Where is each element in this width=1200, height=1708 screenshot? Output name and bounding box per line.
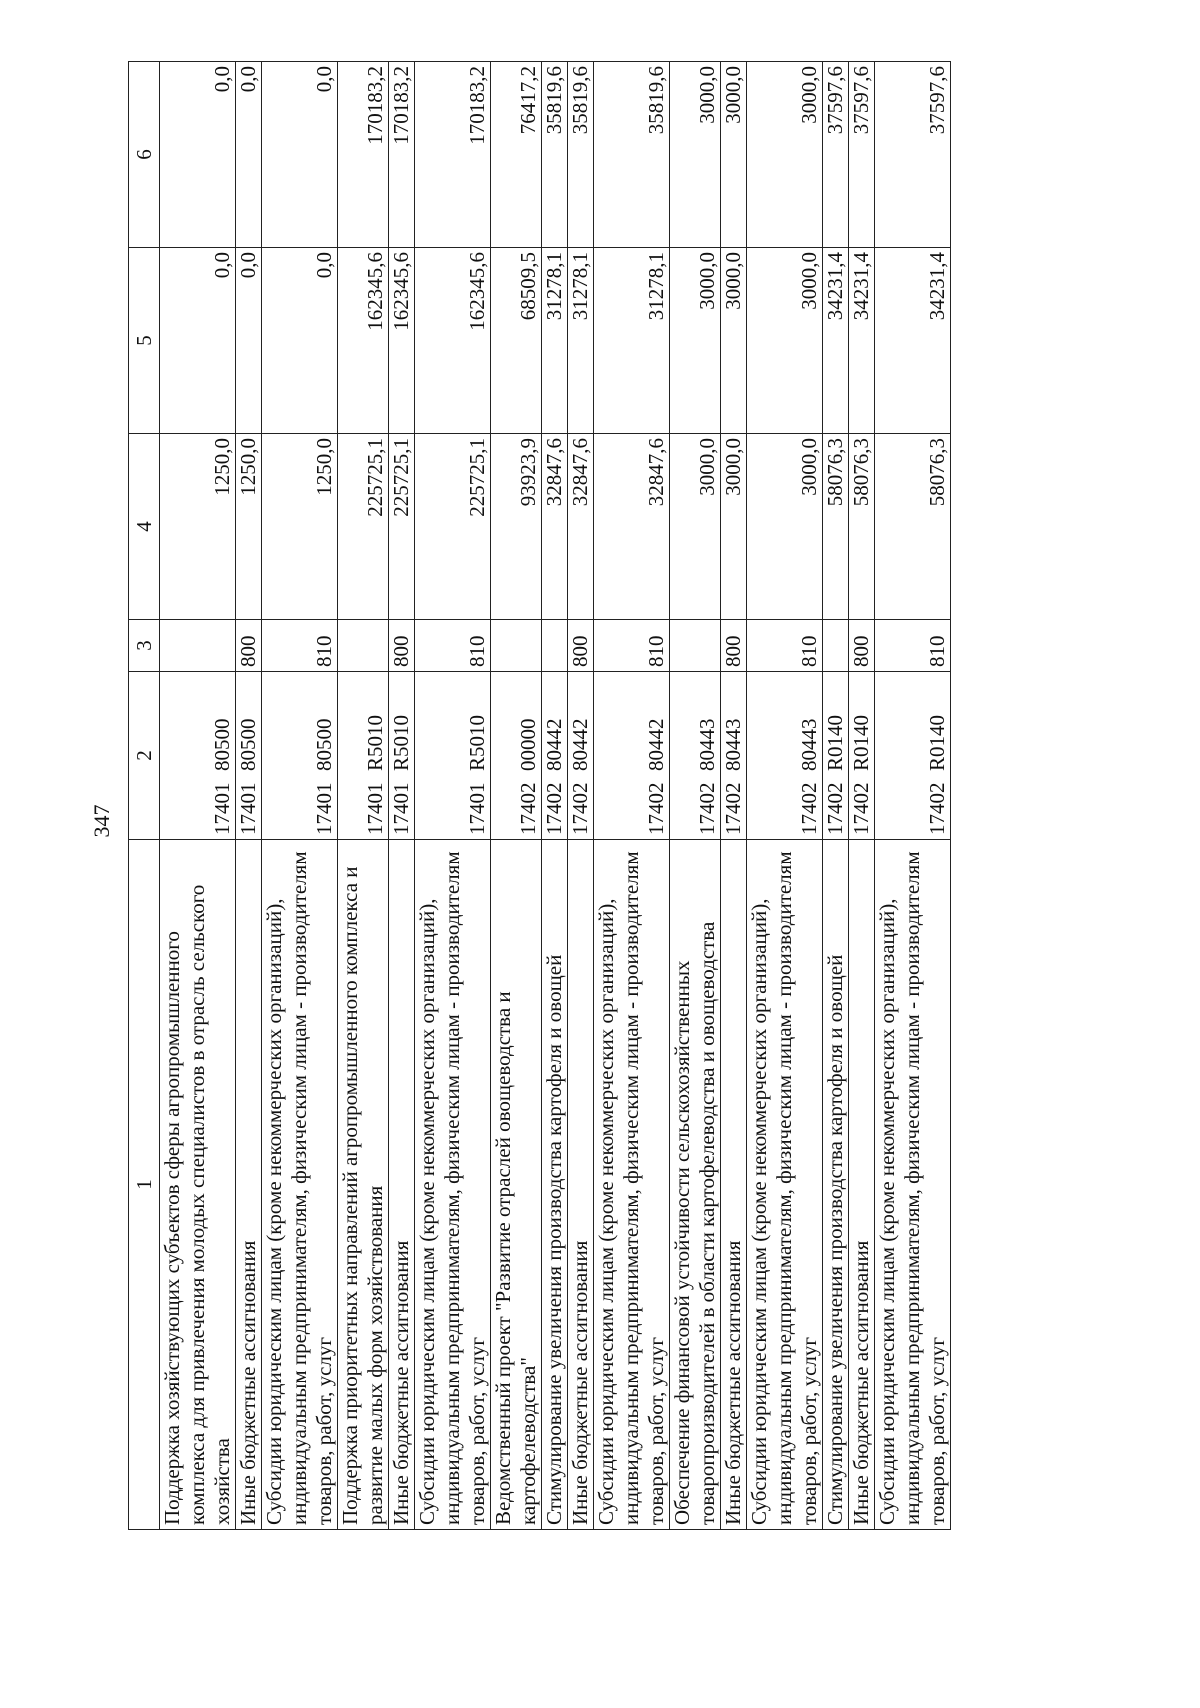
value-col-5: 3000,0 <box>721 248 747 434</box>
program-code: 17401 <box>389 782 413 835</box>
header-cell: 3 <box>129 620 160 672</box>
value-col-5: 68509,5 <box>491 248 542 434</box>
value-col-4: 32847,6 <box>542 434 568 620</box>
direction-code: 00000 <box>516 718 540 771</box>
direction-code: 80443 <box>797 718 821 771</box>
program-code: 17402 <box>721 782 745 835</box>
value-col-6: 170183,2 <box>338 62 389 248</box>
value-col-6: 35819,6 <box>568 62 594 248</box>
row-name: Стимулирование увеличения производства картофеля и овощей <box>542 840 568 1530</box>
value-col-5: 34231,4 <box>849 248 875 434</box>
header-cell: 5 <box>129 248 160 434</box>
program-code: 17402 <box>849 782 873 835</box>
direction-code: 80500 <box>236 718 260 771</box>
program-code: 17402 <box>797 782 821 835</box>
row-code <box>670 672 721 840</box>
row-code <box>721 672 747 840</box>
value-col-4: 3000,0 <box>747 434 823 620</box>
row-code <box>568 672 594 840</box>
header-cell: 2 <box>129 672 160 840</box>
row-name: Субсидии юридическим лицам (кроме некоммерческих организаций), индивидуальным предпринимателям, физическим лицам - производителям товаров, работ, услуг <box>415 840 491 1530</box>
direction-code: 80442 <box>568 718 592 771</box>
table-row <box>849 62 875 1530</box>
program-code: 17402 <box>925 782 949 835</box>
expense-type <box>491 620 542 672</box>
row-code <box>747 672 823 840</box>
page-number: 347 <box>89 804 114 838</box>
value-col-5: 3000,0 <box>670 248 721 434</box>
row-name: Иные бюджетные ассигнования <box>236 840 262 1530</box>
budget-table <box>128 61 951 1530</box>
program-code: 17402 <box>516 782 540 835</box>
expense-type: 810 <box>875 620 951 672</box>
row-code <box>491 672 542 840</box>
value-col-6: 0,0 <box>236 62 262 248</box>
value-col-4: 93923,9 <box>491 434 542 620</box>
value-col-4: 32847,6 <box>594 434 670 620</box>
value-col-4: 32847,6 <box>568 434 594 620</box>
row-name: Поддержка приоритетных направлений агропромышленного комплекса и развитие малых форм хозяйствования <box>338 840 389 1530</box>
expense-type <box>823 620 849 672</box>
row-code <box>338 672 389 840</box>
table-row <box>262 62 338 1530</box>
direction-code: 80500 <box>210 718 234 771</box>
value-col-6: 37597,6 <box>849 62 875 248</box>
value-col-6: 0,0 <box>262 62 338 248</box>
row-code <box>875 672 951 840</box>
direction-code: R5010 <box>363 714 387 771</box>
direction-code: R5010 <box>465 714 489 771</box>
row-name: Иные бюджетные ассигнования <box>721 840 747 1530</box>
program-code: 17402 <box>568 782 592 835</box>
row-code <box>415 672 491 840</box>
row-code <box>849 672 875 840</box>
program-code: 17401 <box>312 782 336 835</box>
expense-type: 810 <box>747 620 823 672</box>
value-col-4: 58076,3 <box>849 434 875 620</box>
rotated-page <box>128 62 1006 1530</box>
row-code <box>823 672 849 840</box>
value-col-6: 170183,2 <box>415 62 491 248</box>
value-col-4: 58076,3 <box>875 434 951 620</box>
program-code: 17402 <box>542 782 566 835</box>
value-col-4: 3000,0 <box>721 434 747 620</box>
row-code <box>594 672 670 840</box>
direction-code: 80443 <box>721 718 745 771</box>
table-row <box>415 62 491 1530</box>
expense-type <box>670 620 721 672</box>
program-code: 17401 <box>210 782 234 835</box>
expense-type: 810 <box>262 620 338 672</box>
row-code <box>236 672 262 840</box>
header-cell: 1 <box>129 840 160 1530</box>
table-row <box>823 62 849 1530</box>
direction-code: 80442 <box>542 718 566 771</box>
direction-code: 80500 <box>312 718 336 771</box>
value-col-6: 37597,6 <box>875 62 951 248</box>
direction-code: R0140 <box>823 714 847 771</box>
table-body <box>129 62 951 1530</box>
table-row <box>542 62 568 1530</box>
table-row <box>568 62 594 1530</box>
row-name: Ведомственный проект "Развитие отраслей овощеводства и картофелеводства" <box>491 840 542 1530</box>
table-row <box>389 62 415 1530</box>
program-code: 17402 <box>644 782 668 835</box>
program-code: 17401 <box>236 782 260 835</box>
value-col-5: 162345,6 <box>389 248 415 434</box>
expense-type: 800 <box>236 620 262 672</box>
row-name: Обеспечение финансовой устойчивости сельскохозяйственных товаропроизводителей в области картофелеводства и овощеводства <box>670 840 721 1530</box>
direction-code: R0140 <box>925 714 949 771</box>
value-col-5: 3000,0 <box>747 248 823 434</box>
program-code: 17401 <box>465 782 489 835</box>
value-col-4: 58076,3 <box>823 434 849 620</box>
expense-type: 810 <box>594 620 670 672</box>
value-col-6: 35819,6 <box>594 62 670 248</box>
row-code <box>542 672 568 840</box>
expense-type: 810 <box>415 620 491 672</box>
row-code <box>160 672 236 840</box>
value-col-6: 76417,2 <box>491 62 542 248</box>
value-col-6: 3000,0 <box>670 62 721 248</box>
table-row <box>160 62 236 1530</box>
value-col-5: 0,0 <box>262 248 338 434</box>
value-col-5: 162345,6 <box>415 248 491 434</box>
value-col-4: 1250,0 <box>160 434 236 620</box>
value-col-4: 1250,0 <box>236 434 262 620</box>
value-col-5: 34231,4 <box>823 248 849 434</box>
row-name: Субсидии юридическим лицам (кроме некоммерческих организаций), индивидуальным предпринимателям, физическим лицам - производителям товаров, работ, услуг <box>262 840 338 1530</box>
program-code: 17402 <box>823 782 847 835</box>
value-col-6: 0,0 <box>160 62 236 248</box>
header-cell: 4 <box>129 434 160 620</box>
program-code: 17402 <box>695 782 719 835</box>
row-name: Субсидии юридическим лицам (кроме некоммерческих организаций), индивидуальным предпринимателям, физическим лицам - производителям товаров, работ, услуг <box>875 840 951 1530</box>
value-col-5: 31278,1 <box>594 248 670 434</box>
table-row <box>594 62 670 1530</box>
value-col-4: 225725,1 <box>338 434 389 620</box>
value-col-4: 1250,0 <box>262 434 338 620</box>
header-cell: 6 <box>129 62 160 248</box>
expense-type: 800 <box>389 620 415 672</box>
value-col-5: 162345,6 <box>338 248 389 434</box>
value-col-5: 34231,4 <box>875 248 951 434</box>
row-name: Субсидии юридическим лицам (кроме некоммерческих организаций), индивидуальным предпринимателям, физическим лицам - производителям товаров, работ, услуг <box>747 840 823 1530</box>
expense-type <box>542 620 568 672</box>
value-col-5: 0,0 <box>236 248 262 434</box>
table-row <box>875 62 951 1530</box>
row-name: Поддержка хозяйствующих субъектов сферы агропромышленного комплекса для привлечения молодых специалистов в отрасль сельского хозяйства <box>160 840 236 1530</box>
value-col-5: 31278,1 <box>542 248 568 434</box>
expense-type <box>338 620 389 672</box>
program-code: 17401 <box>363 782 387 835</box>
value-col-6: 37597,6 <box>823 62 849 248</box>
value-col-6: 35819,6 <box>542 62 568 248</box>
row-name: Иные бюджетные ассигнования <box>849 840 875 1530</box>
direction-code: 80442 <box>644 718 668 771</box>
direction-code: 80443 <box>695 718 719 771</box>
value-col-5: 0,0 <box>160 248 236 434</box>
row-code <box>262 672 338 840</box>
row-name: Иные бюджетные ассигнования <box>568 840 594 1530</box>
value-col-4: 3000,0 <box>670 434 721 620</box>
row-name: Субсидии юридическим лицам (кроме некоммерческих организаций), индивидуальным предпринимателям, физическим лицам - производителям товаров, работ, услуг <box>594 840 670 1530</box>
table-row <box>338 62 389 1530</box>
table-row <box>670 62 721 1530</box>
value-col-4: 225725,1 <box>415 434 491 620</box>
value-col-6: 3000,0 <box>721 62 747 248</box>
value-col-4: 225725,1 <box>389 434 415 620</box>
value-col-6: 170183,2 <box>389 62 415 248</box>
expense-type: 800 <box>721 620 747 672</box>
table-row <box>236 62 262 1530</box>
value-col-5: 31278,1 <box>568 248 594 434</box>
row-code <box>389 672 415 840</box>
expense-type: 800 <box>849 620 875 672</box>
value-col-6: 3000,0 <box>747 62 823 248</box>
table-row <box>721 62 747 1530</box>
row-name: Стимулирование увеличения производства картофеля и овощей <box>823 840 849 1530</box>
direction-code: R0140 <box>849 714 873 771</box>
row-name: Иные бюджетные ассигнования <box>389 840 415 1530</box>
expense-type <box>160 620 236 672</box>
table-header-row <box>129 62 160 1530</box>
direction-code: R5010 <box>389 714 413 771</box>
table-row <box>747 62 823 1530</box>
expense-type: 800 <box>568 620 594 672</box>
table-row <box>491 62 542 1530</box>
